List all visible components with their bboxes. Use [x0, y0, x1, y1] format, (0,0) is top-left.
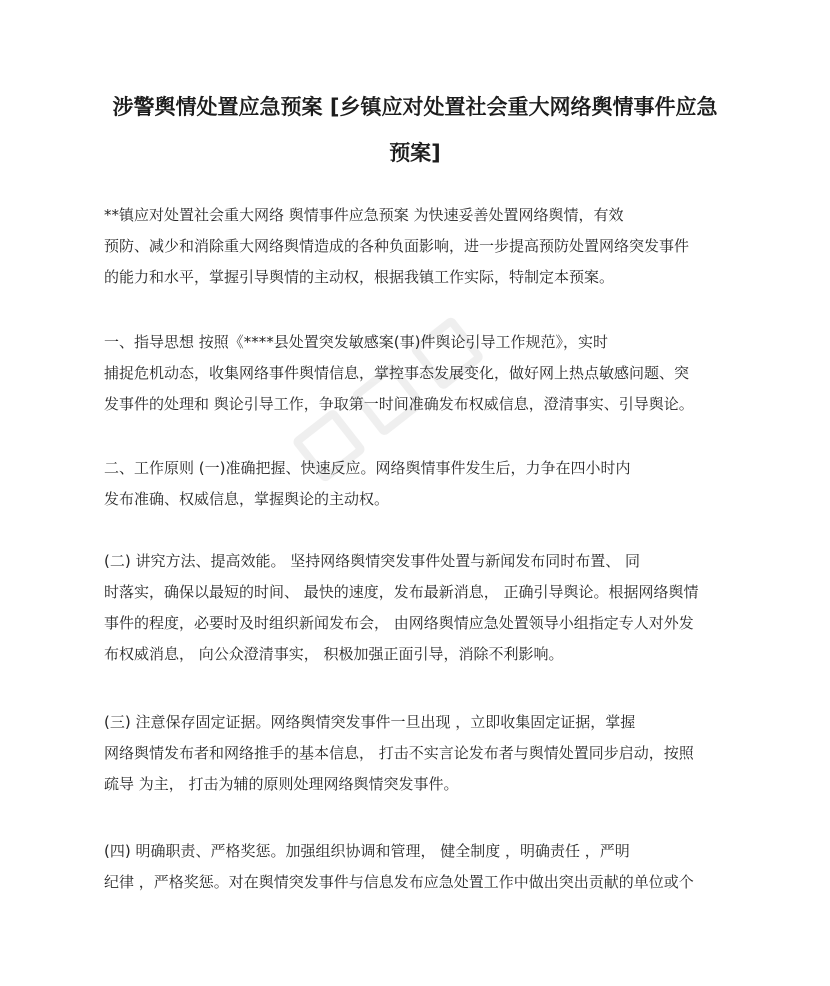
- paragraph-line: **镇应对处置社会重大网络 舆情事件应急预案 为快速妥善处置网络舆情，有效: [104, 206, 624, 224]
- paragraph-line: 发布准确、权威信息，掌握舆论的主动权。: [104, 490, 390, 508]
- paragraph-line: 发事件的处理和 舆论引导工作，争取第一时间准确发布权威信息，澄清事实、引导舆论。: [104, 395, 694, 413]
- paragraph-intro: [104, 200, 730, 293]
- paragraph-methods-efficiency: [104, 546, 730, 670]
- paragraph-guiding-ideology: [104, 327, 730, 420]
- paragraph-work-principles: [104, 453, 730, 515]
- paragraph-line: 的能力和水平，掌握引导舆情的主动权，根据我镇工作实际，特制定本预案。: [104, 268, 615, 286]
- paragraph-responsibilities: [104, 836, 730, 898]
- title-line: 预案]: [389, 141, 441, 165]
- paragraph-line: 疏导 为主， 打击为辅的原则处理网络舆情突发事件。: [104, 775, 459, 793]
- paragraph-line: (四) 明确职责、严格奖惩。加强组织协调和管理， 健全制度 ，明确责任 ，严明: [104, 842, 630, 860]
- paragraph-line: 纪律 ，严格奖惩。对在舆情突发事件与信息发布应急处置工作中做出突出贡献的单位或个: [104, 873, 694, 891]
- document-title: [80, 84, 750, 176]
- paragraph-line: 网络舆情发布者和网络推手的基本信息， 打击不实言论发布者与舆情处置同步启动，按照: [104, 744, 694, 762]
- paragraph-line: 一、指导思想 按照《****县处置突发敏感案(事)件舆论引导工作规范》，实时: [104, 333, 608, 351]
- paragraph-line: 布权威消息， 向公众澄清事实， 积极加强正面引导，消除不利影响。: [104, 645, 564, 663]
- title-line: 涉警舆情处置应急预案 [乡镇应对处置社会重大网络舆情事件应急: [112, 95, 718, 119]
- paragraph-line: 时落实，确保以最短的时间、 最快的速度，发布最新消息， 正确引导舆论。根据网络舆情: [104, 583, 699, 601]
- paragraph-line: 二、工作原则 (一)准确把握、快速反应。网络舆情事件发生后，力争在四小时内: [104, 459, 631, 477]
- paragraph-line: (三) 注意保存固定证据。网络舆情突发事件一旦出现 ，立即收集固定证据，掌握: [104, 713, 636, 731]
- paragraph-line: 预防、减少和消除重大网络舆情造成的各种负面影响，进一步提高预防处置网络突发事件: [104, 237, 690, 255]
- paragraph-line: 捕捉危机动态，收集网络事件舆情信息，掌控事态发展变化，做好网上热点敏感问题、突: [104, 364, 690, 382]
- paragraph-line: (二) 讲究方法、提高效能。 坚持网络舆情突发事件处置与新闻发布同时布置、 同: [104, 552, 641, 570]
- paragraph-evidence-preservation: [104, 707, 730, 800]
- paragraph-line: 事件的程度，必要时及时组织新闻发布会， 由网络舆情应急处置领导小组指定专人对外发: [104, 614, 694, 632]
